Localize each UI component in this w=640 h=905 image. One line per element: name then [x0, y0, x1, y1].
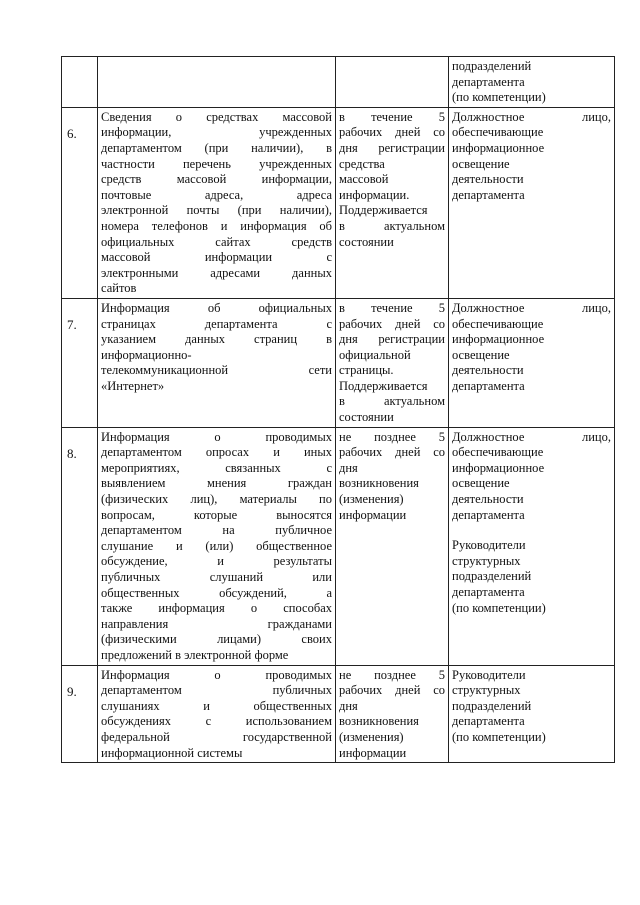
cell-term [336, 107, 449, 298]
text-line: возникновения [339, 476, 419, 491]
text-line: общественных обсуждений, а [101, 585, 332, 600]
text-line: департамента [452, 74, 525, 89]
text-line: Информация об официальных [101, 300, 332, 315]
text-line: указанием данных страниц в [101, 332, 332, 347]
text-line: массовой информации с [101, 250, 332, 265]
text-line: информационное [452, 460, 545, 475]
text-line: в актуальном [339, 394, 445, 409]
cell-info [98, 427, 336, 665]
text-line: освещение [452, 156, 510, 171]
text-line: не позднее 5 [339, 667, 445, 682]
row-number: 9. [62, 665, 98, 763]
cell-term [336, 665, 449, 763]
text-line: подразделений [452, 569, 532, 584]
text-line: страницы. [339, 363, 394, 378]
text-line: информационно- [101, 347, 192, 362]
text-line: электронной почты (при наличии), [101, 203, 332, 218]
text-line: состоянии [339, 410, 394, 425]
text-line: мероприятиях, связанных с [101, 460, 332, 475]
table-row [62, 427, 615, 665]
text-line: (по компетенции) [452, 729, 546, 744]
text-line: (изменения) [339, 492, 404, 507]
text-line: департамента [452, 714, 525, 729]
text-line: информации. [339, 187, 410, 202]
text-line: подразделений [452, 698, 532, 713]
cell-term [336, 298, 449, 427]
text-line: информации, учрежденных [101, 125, 332, 140]
text-line: телекоммуникационной сети [101, 363, 332, 378]
text-line: (по компетенции) [452, 90, 546, 105]
table-row [62, 107, 615, 298]
text-line: предложений в электронной форме [101, 647, 289, 662]
text-line: департаментом (при наличии), в [101, 140, 332, 155]
text-line: федеральной государственной [101, 729, 332, 744]
text-line: освещение [452, 347, 510, 362]
text-line: обеспечивающие [452, 125, 544, 140]
cell-info [98, 665, 336, 763]
cell-info [98, 107, 336, 298]
text-line: департамента [452, 507, 525, 522]
text-line: департаментом публичных [101, 683, 332, 698]
text-line: дня [339, 460, 358, 475]
row-number: 7. [62, 298, 98, 427]
text-line: Должностное лицо, [452, 109, 611, 124]
text-line: департамента [452, 187, 525, 202]
cell-resp [449, 665, 615, 763]
text-line: дня регистрации [339, 140, 445, 155]
text-line: массовой [339, 172, 389, 187]
text-line: в течение 5 [339, 109, 445, 124]
text-line: частности перечень учрежденных [101, 156, 332, 171]
cell-resp [449, 107, 615, 298]
cell-term [336, 427, 449, 665]
table-row [62, 298, 615, 427]
text-line: департаментом опросах и иных [101, 445, 332, 460]
text-line: департамента [452, 585, 525, 599]
cell-resp [449, 427, 615, 665]
disclosure-table [61, 56, 615, 763]
text-line: подразделений [452, 59, 532, 73]
table-row [62, 57, 615, 108]
cell-resp [449, 298, 615, 427]
row-number: 8. [62, 427, 98, 665]
text-line: в течение 5 [339, 300, 445, 315]
table-row [62, 665, 615, 763]
text-line: вопросам, которые выносятся [101, 507, 332, 522]
text-line: информационной системы [101, 745, 243, 760]
text-line: обеспечивающие [452, 316, 544, 331]
text-line: информации [339, 507, 407, 522]
cell-resp [449, 57, 615, 108]
text-line: департамента [452, 378, 525, 393]
text-line: страницах департамента с [101, 316, 332, 331]
text-line: в актуальном [339, 218, 445, 233]
text-line: рабочих дней со [339, 683, 445, 698]
text-line: структурных [452, 553, 521, 568]
text-line: Руководители [452, 667, 526, 682]
text-line: структурных [452, 683, 521, 698]
text-line: Поддерживается [339, 378, 428, 393]
table-body [62, 57, 615, 763]
text-line: «Интернет» [101, 378, 165, 393]
text-line: номера телефонов и информация об [101, 218, 332, 233]
text-line: публичных слушаний или [101, 570, 332, 584]
text-line: (по компетенции) [452, 600, 546, 615]
text-line: электронными адресами данных [101, 265, 332, 280]
text-line: освещение [452, 476, 510, 491]
text-line: Информация о проводимых [101, 429, 332, 444]
text-line: направления гражданами [101, 616, 332, 631]
text-line: официальной [339, 347, 411, 362]
text-line: Должностное лицо, [452, 429, 611, 444]
text-line: Должностное лицо, [452, 300, 611, 315]
text-line: не позднее 5 [339, 429, 445, 444]
text-line: средств массовой информации, [101, 172, 332, 187]
text-line: деятельности [452, 363, 524, 378]
text-line: официальных сайтах средств [101, 234, 332, 249]
text-line: обсуждениях с использованием [101, 714, 332, 729]
text-line: информации [339, 745, 407, 760]
cell-info [98, 57, 336, 108]
text-line: дня [339, 698, 358, 713]
text-line: деятельности [452, 492, 524, 507]
text-line: департаментом на публичное [101, 523, 332, 538]
text-line: выявлением мнения граждан [101, 476, 332, 491]
cell-info [98, 298, 336, 427]
text-line: (изменения) [339, 729, 404, 744]
text-line [452, 523, 611, 538]
text-line: (физических лиц), материалы по [101, 492, 332, 507]
text-line: возникновения [339, 714, 419, 729]
text-line: слушание и (или) общественное [101, 538, 332, 553]
text-line: рабочих дней со [339, 445, 445, 460]
text-line: рабочих дней со [339, 316, 445, 331]
text-line: информационное [452, 332, 545, 347]
cell-term [336, 57, 449, 108]
text-line: Поддерживается [339, 203, 428, 218]
text-line: средства [339, 156, 385, 171]
text-line: почтовые адреса, адреса [101, 187, 332, 202]
text-line: деятельности [452, 172, 524, 187]
text-line: рабочих дней со [339, 125, 445, 140]
text-line: состоянии [339, 234, 394, 249]
row-number [62, 57, 98, 108]
text-line: Информация о проводимых [101, 667, 332, 682]
text-line: дня регистрации [339, 332, 445, 347]
text-line: сайтов [101, 281, 137, 296]
row-number: 6. [62, 107, 98, 298]
text-line: обеспечивающие [452, 445, 544, 460]
text-line: информационное [452, 140, 545, 155]
text-line: (физическими лицами) своих [101, 632, 332, 647]
text-line: обсуждение, и результаты [101, 554, 332, 569]
text-line: Руководители [452, 538, 526, 553]
text-line: также информация о способах [101, 601, 332, 616]
text-line: слушаниях и общественных [101, 698, 332, 713]
text-line: Сведения о средствах массовой [101, 109, 332, 124]
